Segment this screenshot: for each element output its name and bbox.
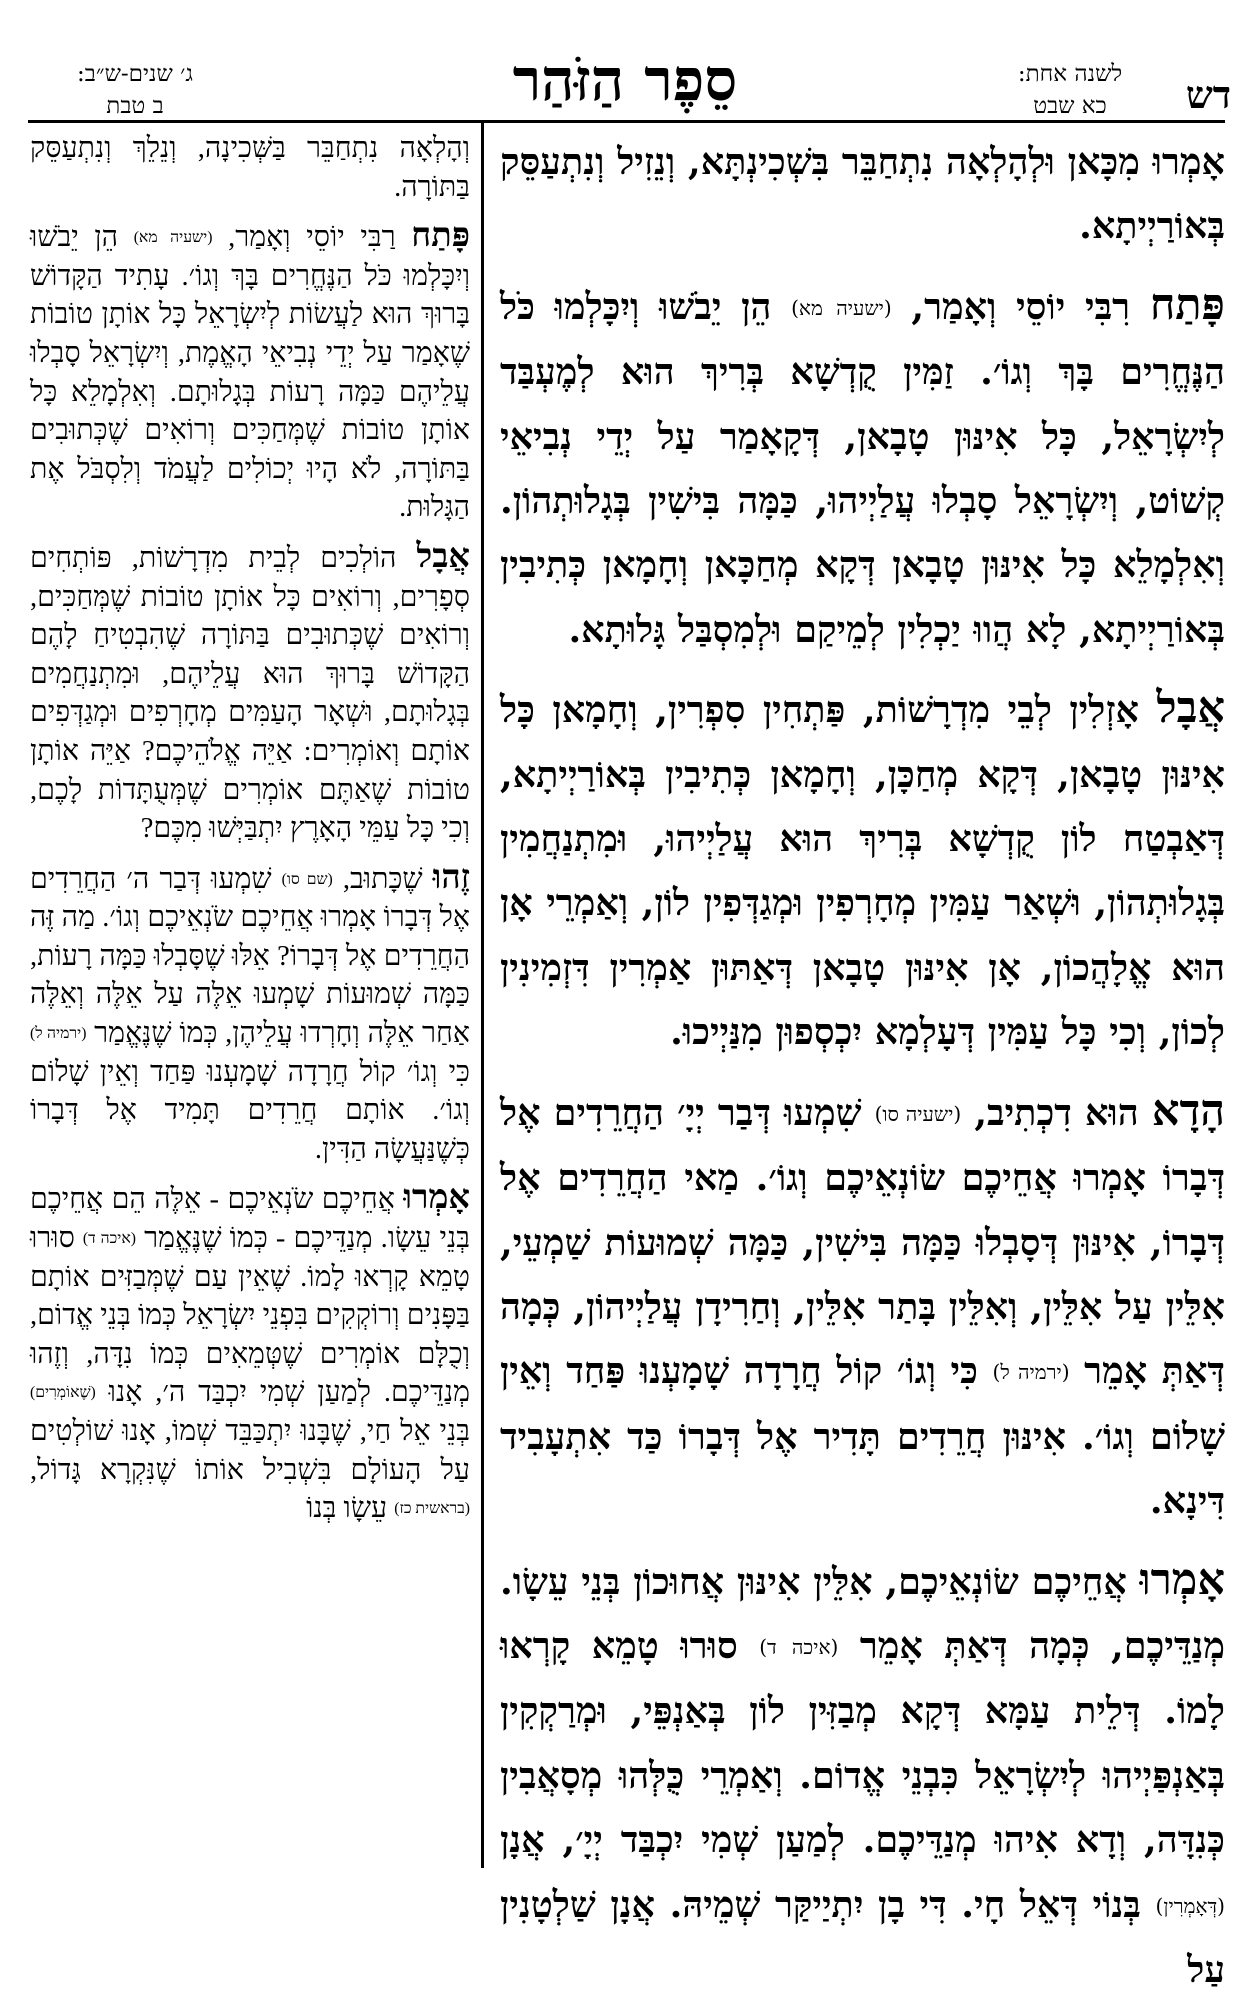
translation-paragraph-2	[30, 217, 470, 528]
one-year-label: לשנה אחת:	[1017, 61, 1123, 87]
paragraph-text: וְהָלְאָה נִתְחַבֵּר בַּשְּׁכִינָה, וְנֵלֵךְ וְנִתְעַסֵּק בַּתּוֹרָה.	[30, 133, 470, 203]
paragraph-text-end: בְּנוֹי דְּאֵל חָי. דִּי בָן יִתְיַיקַּר שְׁמֵיהּ. אֲנָן שַׁלְטָנִין עַל	[500, 1882, 1225, 1991]
aramaic-paragraph-5	[500, 1548, 1225, 2002]
paragraph-text-continued: הֵן יֵבֹשׁוּ וְיִכָּלְמוּ כֹּל הַנֶּחֱרִים בָּךְ וְגוֹ׳. עָתִיד הַקָּדוֹשׁ בָּרוּךְ הוּא לַעֲשׂוֹת לְיִשְׂרָאֵל כָּל אוֹתָן טוֹבוֹת שֶׁאָמַר עַל יְדֵי נְבִיאֵי הָאֱמֶת, וְיִשְׂרָאֵל סָבְלוּ עֲלֵיהֶם כַּמָּה רָעוֹת בְּגָלוּתָם. וְאִלְמָלֵא כָּל אוֹתָן טוֹבוֹת שֶׁמְּחַכִּים וְרוֹאִים שֶׁכְּתוּבִים בַּתּוֹרָה, לֹא הָיוּ יְכוֹלִים לַעֲמֹד וְלִסְבֹּל אֶת הַגָּלוּת.	[30, 222, 470, 524]
paragraph-text-end: כִּי וְגוֹ׳ קוֹל חֲרָדָה שָׁמָעְנוּ פַּחַד וְאֵין שָׁלוֹם וְגוֹ׳. אוֹתָם חֲרֵדִים תָּמִיד אֶל דְּבָרוֹ כְּשֶׁנַּעֲשָׂה הַדִּין.	[30, 1056, 470, 1165]
verse-reference: (ישעיה מא)	[133, 229, 213, 247]
verse-reference-2: (ירמיה ל)	[30, 1025, 87, 1043]
one-year-date: כא שבט	[1033, 93, 1107, 119]
aramaic-paragraph-1	[500, 130, 1225, 259]
verse-reference-2: (דְּאָמְרִין)	[1155, 1893, 1225, 1918]
paragraph-text-continued: שִׁמְעוּ דְּבַר יְיָ׳ הַחֲרֵדִים אֶל דְּבָרוֹ אָמְרוּ אֲחֵיכֶם שׂוֹנְאֵיכֶם וְגוֹ׳. מַאי הַחֲרֵדִים אֶל דְּבָרוֹ, אִינּוּן דְּסָבְלוּ כַּמָּה בִּישִׁין, כַּמָּה שְׁמוּעוֹת שַׁמְעֵי, אִלֵּין עַל אִלֵּין, וְאִלֵּין בָּתַר אִלֵּין, וְחַרִידָן עֲלַיְיהוֹן, כְּמָה דְּאַתְּ אָמֵר	[500, 1090, 1225, 1393]
hebrew-translation-column	[30, 130, 470, 1868]
translation-paragraph-5	[30, 1179, 470, 1528]
verse-reference-3: (בראשית כז)	[394, 1500, 470, 1518]
paragraph-text: הוֹלְכִים לְבֵית מִדְרָשׁוֹת, פּוֹתְחִים סְפָרִים, וְרוֹאִים כָּל אוֹתָן טוֹבוֹת שֶׁמְּחַכִּים, וְרוֹאִים שֶׁכְּתוּבִים בַּתּוֹרָה שֶׁהִבְטִיחַ לָהֶם הַקָּדוֹשׁ בָּרוּךְ הוּא עֲלֵיהֶם, וּמִתְנַחֲמִים בְּגָלוּתָם, וּשְׁאָר הָעַמִּים מְחָרְפִים וּמְגַדְּפִים אוֹתָם וְאוֹמְרִים: אַיֵּה אֱלֹהֵיכֶם? אַיֵּה אוֹתָן טוֹבוֹת שֶׁאַתֶּם אוֹמְרִים שֶׁמְּעֻתָּדוֹת לָכֶם, וְכִי כָּל עַמֵּי הָאָרֶץ יִתְבַּיְּשׁוּ מִכֶּם?	[30, 542, 470, 845]
paragraph-text: הוּא דִכְתִיב,	[974, 1090, 1139, 1134]
verse-reference: (ישעיה סו)	[874, 1101, 962, 1126]
three-year-date: ב טבת	[106, 93, 164, 119]
verse-reference-2: (שֶׁאוֹמְרִים)	[30, 1384, 96, 1402]
column-divider	[481, 123, 484, 1868]
verse-reference: (איכה ד)	[82, 1230, 136, 1248]
translation-paragraph-1	[30, 130, 470, 207]
opening-word: אֲבָל	[416, 537, 471, 575]
paragraph-text: שֶׁכָּתוּב,	[342, 863, 423, 895]
book-title: סֵפֶר הַזֹּהַר	[512, 46, 738, 114]
paragraph-text-end: כִּי וְגוֹ׳ קוֹל חֲרָדָה שָׁמָעְנוּ פַּחַד וְאֵין שָׁלוֹם וְגוֹ׳. אִינּוּן חֲרֵדִים תָּדִיר אֶל דְּבָרוֹ כַּד אִתְעָבִיד דִּינָא.	[500, 1349, 1225, 1523]
header-rule	[28, 120, 1225, 123]
paragraph-text-continued: הֵן יֵבֹשׁוּ וְיִכָּלְמוּ כֹּל הַנֶּחֱרִים בָּךְ וְגוֹ׳. זַמִּין קֻדְשָׁא בְּרִיךְ הוּא לְמֶעְבַּד לְיִשְׂרָאֵל, כָּל אִינּוּן טָבָאן, דְּקָאָמַר עַל יְדֵי נְבִיאֵי קְשׁוֹט, וְיִשְׂרָאֵל סָבְלוּ עֲלַיְיהוּ, כַּמָּה בִּישִׁין בְּגָלוּתְהוֹן. וְאִלְמָלֵא כָּל אִינּוּן טָבָאן דְּקָא מְחַכָּאן וְחָמָאן כְּתִיבִין בְּאוֹרַיְיתָא, לָא הֲווּ יַכְלִין לְמֵיקַם וּלְמִסְבַּל גָּלוּתָא.	[500, 284, 1225, 651]
opening-word: אֲבָל	[1156, 683, 1225, 734]
translation-paragraph-3	[30, 538, 470, 849]
opening-word: פָּתַח	[411, 217, 470, 255]
paragraph-text-continued: שִׁמְעוּ דְּבַר ה׳ הַחֲרֵדִים אֶל דְּבָרוֹ אָמְרוּ אֲחֵיכֶם שֹׂנְאֵיכֶם וְגוֹ׳. מַה זֶּה הַחֲרֵדִים אֶל דְּבָרוֹ? אֵלּוּ שֶׁסָּבְלוּ כַּמָּה רָעוֹת, כַּמָּה שְׁמוּעוֹת שָׁמְעוּ אֵלֶּה עַל אֵלֶּה וְאֵלֶּה אַחַר אֵלֶּה וְחָרְדוּ עֲלֵיהֶן, כְּמוֹ שֶׁנֶּאֱמַר	[30, 863, 470, 1050]
paragraph-text-continued: סוּרוּ טָמֵא קָרְאוּ לָמוֹ. דְּלֵית עַמָּא דְּקָא מְבַזִּין לוֹן בְּאַנְפֵּי, וּמְרַקְקִין בְּאַנְפַּיְיהוּ לְיִשְׂרָאֵל כִּבְנֵי אֱדוֹם. וְאַמְרֵי כֻּלְּהוּ מְסָאֲבִין כְּנִדָּה, וְדָא אִיהוּ מְנַדֵּיכֶם. לְמַעַן שְׁמִי יִכְבַּד יְיָ׳, אֲנָן	[500, 1623, 1225, 1862]
paragraph-text: אָזְלִין לְבֵי מִדְרָשׁוֹת, פַּתְחִין סִפְרִין, וְחָמָאן כָּל אִינּוּן טָבָאן, דְּקָא מְחַכָּן, וְחָמָאן כְּתִיבִין בְּאוֹרַיְיתָא, דְּאַבְטַח לוֹן קֻדְשָׁא בְּרִיךְ הוּא עֲלַיְיהוּ, וּמִתְנַחֲמִין בְּגָלוּתְהוֹן, וּשְׁאַר עַמִּין מְחָרְפִין וּמְגַדְּפִין לוֹן, וְאַמְרֵי אָן הוּא אֱלָהֲכוֹן, אָן אִינּוּן טָבָאן דְּאַתּוּן אַמְרִין דִּזְמִינִין לְכוֹן, וְכִי כָּל עַמִּין דְּעָלְמָא יִכְסְפוּן מִנַּיְיכוּ.	[500, 688, 1225, 1054]
opening-word: אָמְרוּ	[1139, 1554, 1225, 1605]
three-year-schedule	[30, 58, 240, 122]
three-year-label: ג׳ שנים-ש״ב:	[77, 61, 193, 87]
aramaic-paragraph-3	[500, 676, 1225, 1064]
aramaic-paragraph-4	[500, 1079, 1225, 1534]
paragraph-text-more: בְּנֵי אֵל חַי, שֶׁבָּנוּ יִתְכַּבֵּד שְׁמוֹ, אָנוּ שׁוֹלְטִים עַל הָעוֹלָם בִּשְׁבִיל אוֹתוֹ שֶׁנִּקְרָא גָּדוֹל,	[30, 1416, 470, 1486]
aramaic-paragraph-2	[500, 273, 1225, 662]
opening-word: פָּתַח	[1149, 279, 1225, 330]
opening-word: הָדָא	[1151, 1085, 1225, 1136]
paragraph-text: אֲחֵיכֶם שׂוֹנְאֵיכֶם, אִלֵּין אִינּוּן אֲחוּכוֹן בְּנֵי עֵשָׂו. מְנַדֵּיכֶם, כְּמָה דְּאַתְּ אָמֵר	[500, 1559, 1226, 1667]
opening-word: זֶהוּ	[432, 858, 471, 896]
paragraph-text: אָמְרוּ מִכָּאן וּלְהָלְאָה נִתְחַבֵּר בִּשְׁכִינְתָּא, וְנֵזִיל וְנִתְעַסֵּק בְּאוֹרַיְיתָא.	[500, 140, 1225, 248]
translation-paragraph-4	[30, 859, 470, 1170]
aramaic-column	[500, 130, 1226, 1991]
paragraph-text-continued: סוּרוּ טָמֵא קָרְאוּ לָמוֹ. שֶׁאֵין עַם שֶׁמְּבַזִּים אוֹתָם בַּפָּנִים וְרוֹקְקִים בִּפְנֵי יִשְׂרָאֵל כְּמוֹ בְּנֵי אֱדוֹם, וְכֻלָּם אוֹמְרִים שֶׁטְּמֵאִים כְּמוֹ נִדָּה, וְזֶהוּ מְנַדֵּיכֶם. לְמַעַן שְׁמִי יִכְבַּד ה׳, אָנוּ	[30, 1223, 470, 1409]
page-number: דש	[1185, 72, 1231, 117]
page-header	[0, 0, 1253, 120]
verse-reference-2: (ירמיה ל)	[992, 1360, 1070, 1385]
verse-reference: (ישעיה מא)	[791, 295, 892, 320]
paragraph-text: אֲחֵיכֶם שֹׂנְאֵיכֶם - אֵלֶּה הֵם אֲחֵיכֶם בְּנֵי עֵשָׂו. מְנַדֵּיכֶם - כְּמוֹ שֶׁנֶּאֱמַר	[30, 1184, 470, 1255]
verse-reference: (שם סו)	[281, 870, 333, 888]
paragraph-text: רִבִּי יוֹסֵי וְאָמַר,	[911, 284, 1131, 328]
opening-word: אָמְרוּ	[403, 1179, 471, 1217]
paragraph-text-end: עֵשָׂו בְּנוֹ	[306, 1493, 388, 1525]
verse-reference: (איכה ד)	[759, 1634, 839, 1659]
one-year-schedule	[995, 58, 1145, 122]
paragraph-text: רַבִּי יוֹסֵי וְאָמַר,	[228, 222, 396, 254]
